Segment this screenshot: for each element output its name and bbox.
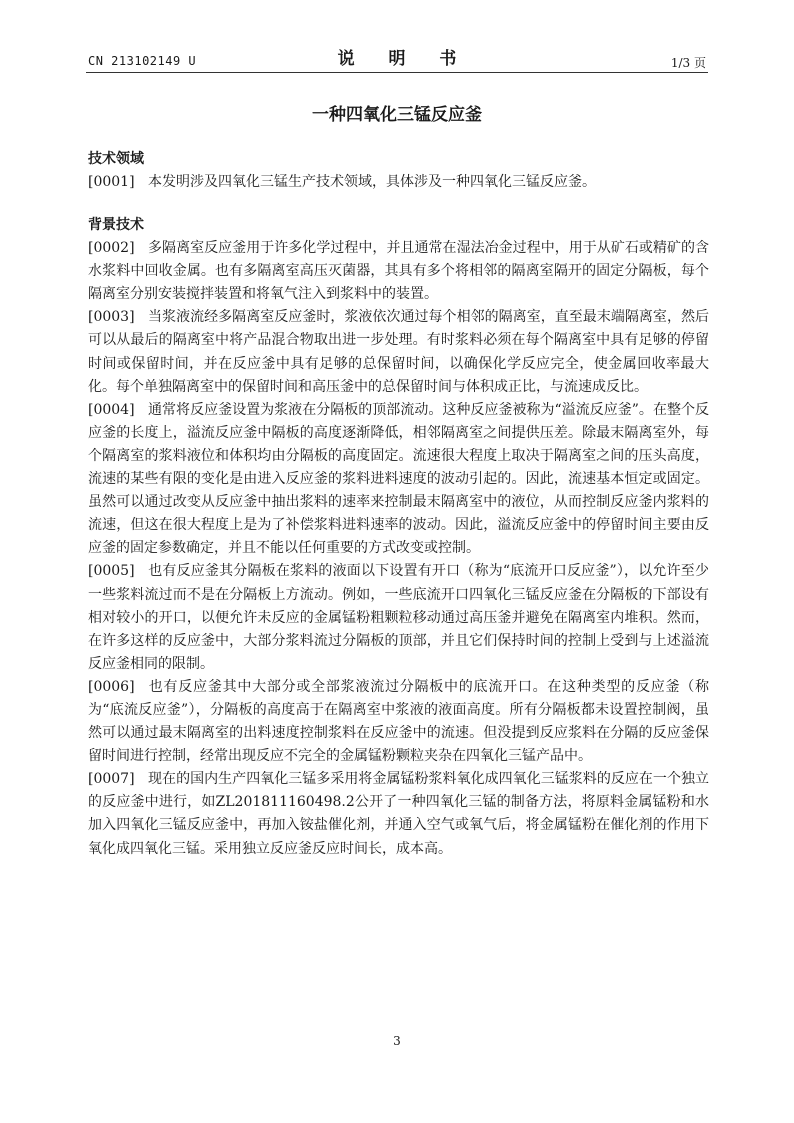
paragraph <box>88 560 709 675</box>
paragraph <box>88 676 709 768</box>
document-body <box>88 148 709 861</box>
paragraph-text: 本发明涉及四氧化三锰生产技术领域，具体涉及一种四氧化三锰反应釜。 <box>148 174 596 190</box>
paragraph-text: 当浆液流经多隔离室反应釜时，浆液依次通过每个相邻的隔离室，直至最末端隔离室，然后可以从最后的隔离室中将产品混合物取出进一步处理。有时浆料必须在每个隔离室中具有足够的停留时间或保留时间，并在反应釜中具有足够的总保留时间，以确保化学反应完全，使金属回收率最大化。每个单独隔离室中的保留时间和高压釜中的总保留时间与体积成正比，与流速成反比。 <box>88 309 709 395</box>
header-divider <box>86 72 708 73</box>
paragraph-text: 也有反应釜其中大部分或全部浆液流过分隔板中的底流开口。在这种类型的反应釜（称为“底流反应釜”），分隔板的高度高于在隔离室中浆液的液面高度。所有分隔板都未设置控制阀，虽然可以通过最末隔离室的出料速度控制浆料在反应釜中的流速。但没提到反应浆料在分隔的反应釜保留时间进行控制，经常出现反应不完全的金属锰粉颗粒夹杂在四氧化三锰产品中。 <box>88 678 709 765</box>
page-number: 3 <box>393 1034 401 1048</box>
section-background-art <box>88 214 709 861</box>
page-indicator: 1/3 页 <box>670 56 706 70</box>
paragraph-number: [0002] <box>88 240 135 257</box>
paragraph-number: [0001] <box>88 174 135 190</box>
document-type-heading: 说 明 书 <box>337 49 471 69</box>
paragraph-text: 现在的国内生产四氧化三锰多采用将金属锰粉浆料氧化成四氧化三锰浆料的反应在一个独立的反应釜中进行，如ZL201811160498.2公开了一种四氧化三锰的制备方法，将原料金属锰粉和水加入四氧化三锰反应釜中，再加入铵盐催化剂，并通入空气或氧气后，将金属锰粉在催化剂的作用下氧化成四氧化三锰。采用独立反应釜反应时间长，成本高。 <box>88 771 709 857</box>
paragraph <box>88 171 709 194</box>
paragraph-text: 通常将反应釜设置为浆液在分隔板的顶部流动。这种反应釜被称为“溢流反应釜”。在整个反应釜的长度上，溢流反应釜中隔板的高度逐渐降低，相邻隔离室之间提供压差。除最末隔离室外，每个隔离室的浆料液位和体积均由分隔板的高度固定。流速很大程度上取决于隔离室之间的压头高度，流速的某些有限的变化是由进入反应釜的浆料进料速度的波动引起的。因此，流速基本恒定或固定。虽然可以通过改变从反应釜中抽出浆料的速率来控制最末隔离室中的液位，从而控制反应釜内浆料的流速，但这在很大程度上是为了补偿浆料进料速率的波动。因此，溢流反应釜中的停留时间主要由反应釜的固定参数确定，并且不能以任何重要的方式改变或控制。 <box>88 401 709 557</box>
paragraph <box>88 768 709 860</box>
patent-number: CN 213102149 U <box>88 54 197 68</box>
paragraph-number: [0004] <box>88 401 135 418</box>
section-heading: 技术领域 <box>88 151 144 167</box>
section-heading: 背景技术 <box>88 217 144 234</box>
paragraph-number: [0007] <box>88 771 135 788</box>
document-title: 一种四氧化三锰反应釜 <box>312 105 482 125</box>
paragraph <box>88 399 709 561</box>
paragraph <box>88 237 709 306</box>
paragraph-number: [0006] <box>88 678 135 695</box>
section-technical-field <box>88 148 709 194</box>
paragraph-text: 多隔离室反应釜用于许多化学过程中，并且通常在湿法冶金过程中，用于从矿石或精矿的含水浆料中回收金属。也有多隔离室高压灭菌器，其具有多个将相邻的隔离室隔开的固定分隔板，每个隔离室分别安装搅拌装置和将氧气注入到浆料中的装置。 <box>88 240 709 303</box>
paragraph-number: [0003] <box>88 309 135 326</box>
paragraph <box>88 306 709 398</box>
paragraph-number: [0005] <box>88 563 135 580</box>
paragraph-text: 也有反应釜其分隔板在浆料的液面以下设置有开口（称为“底流开口反应釜”），以允许至少一些浆料流过而不是在分隔板上方流动。例如，一些底流开口四氧化三锰反应釜在分隔板的下部设有相对较小的开口，以便允许未反应的金属锰粉粗颗粒移动通过高压釜并避免在隔离室内堆积。然而，在许多这样的反应釜中，大部分浆料流过分隔板的顶部，并且它们保持时间的控制上受到与上述溢流反应釜相同的限制。 <box>88 563 709 672</box>
